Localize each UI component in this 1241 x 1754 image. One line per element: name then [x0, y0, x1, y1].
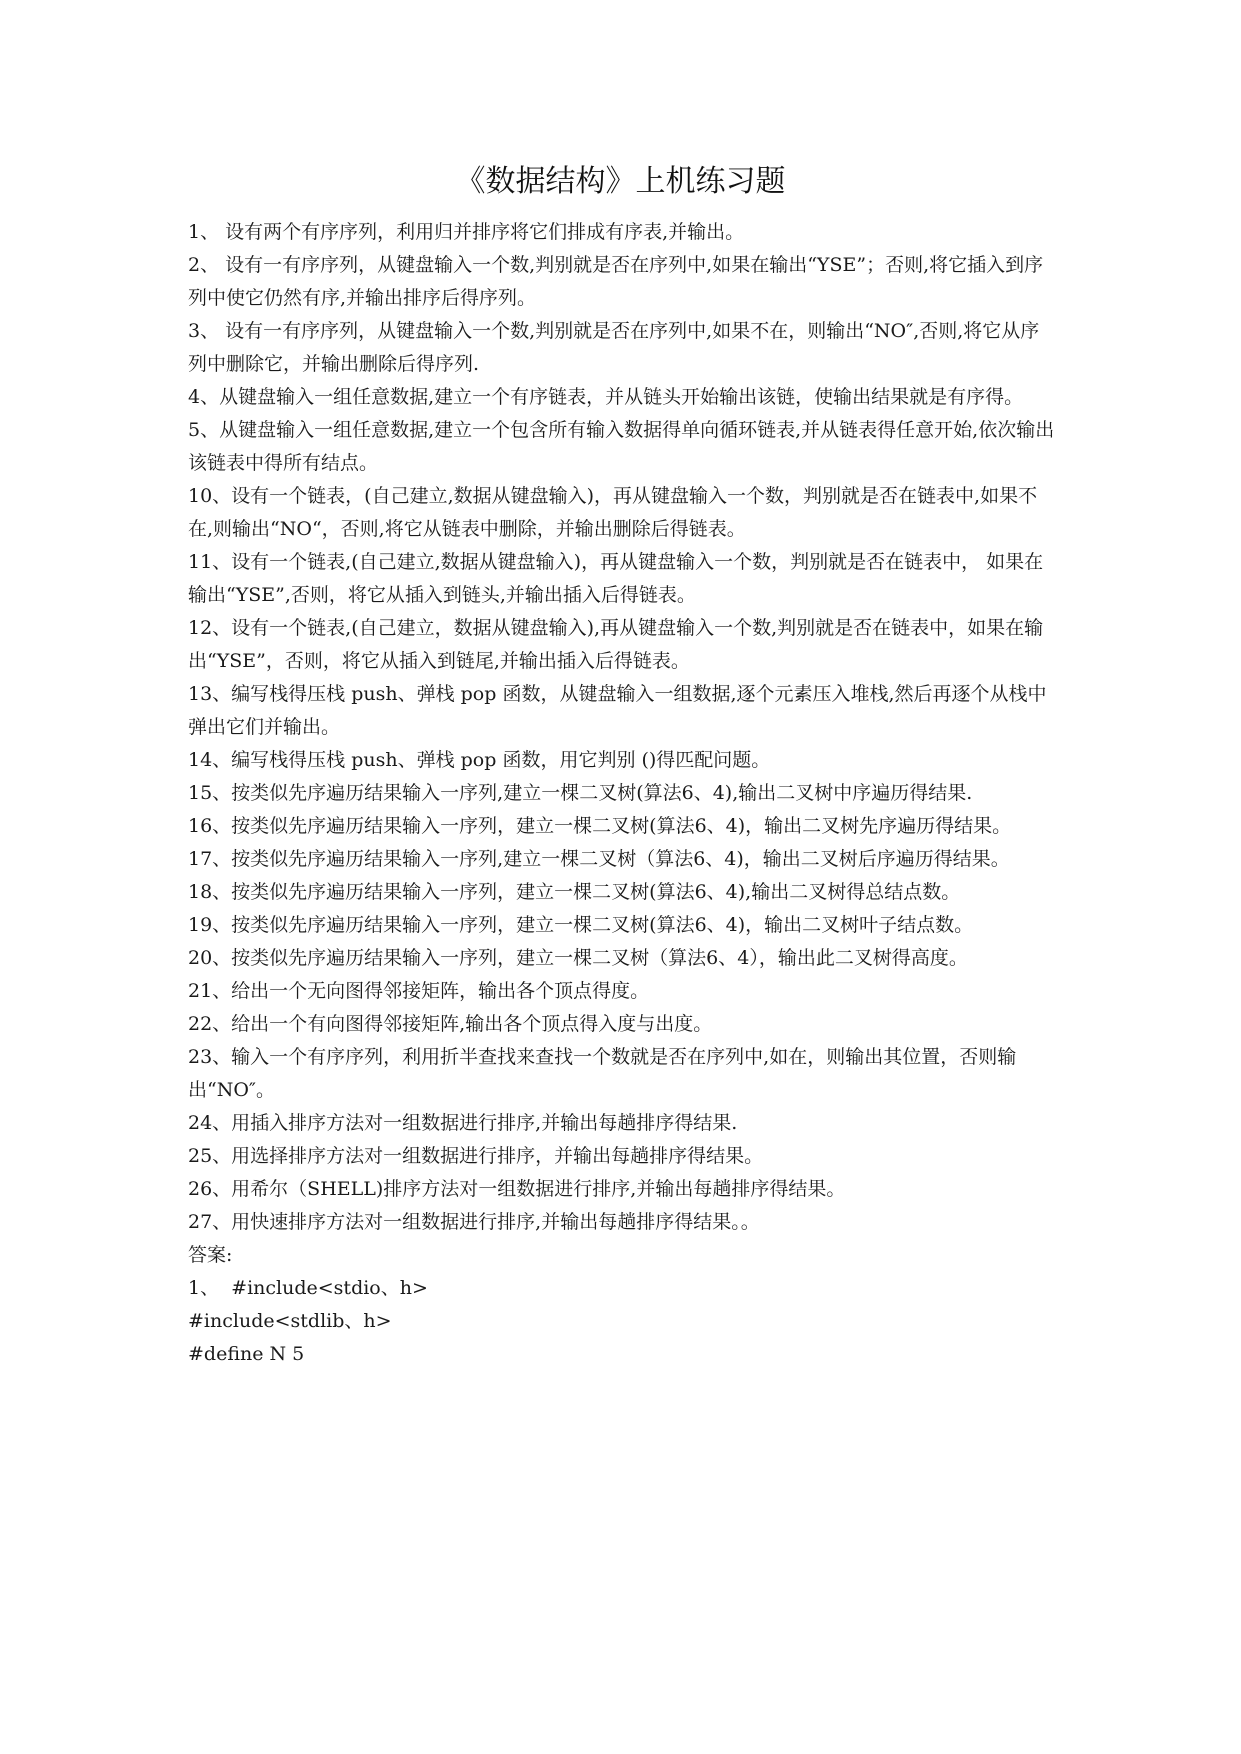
- exercise-27: 27、用快速排序方法对一组数据进行排序,并输出每趟排序得结果。。: [188, 1211, 760, 1233]
- code-line: 1、 #include<stdio、h>: [188, 1277, 428, 1299]
- exercise-2: 2、 设有一有序序列，从键盘输入一个数,判别就是否在序列中,如果在输出“YSE”；否则,将它插入到序列中使它仍然有序,并输出排序后得序列。: [188, 254, 1044, 309]
- code-line: #define N 5: [188, 1343, 305, 1365]
- exercise-25: 25、用选择排序方法对一组数据进行排序，并输出每趟排序得结果。: [188, 1145, 764, 1167]
- exercise-13: 13、编写栈得压栈 push、弹栈 pop 函数，从键盘输入一组数据,逐个元素压入堆栈,然后再逐个从栈中弹出它们并输出。: [188, 683, 1047, 738]
- exercise-24: 24、用插入排序方法对一组数据进行排序,并输出每趟排序得结果.: [188, 1112, 738, 1134]
- exercise-15: 15、按类似先序遍历结果输入一序列,建立一棵二叉树(算法6、4),输出二叉树中序遍历得结果.: [188, 782, 973, 804]
- exercise-20: 20、按类似先序遍历结果输入一序列，建立一棵二叉树（算法6、4），输出此二叉树得高度。: [188, 947, 968, 969]
- exercise-1: 1、 设有两个有序序列，利用归并排序将它们排成有序表,并输出。: [188, 221, 745, 243]
- exercise-18: 18、按类似先序遍历结果输入一序列，建立一棵二叉树(算法6、4),输出二叉树得总结点数。: [188, 881, 961, 903]
- code-line: #include<stdlib、h>: [188, 1310, 392, 1332]
- exercise-4: 4、从键盘输入一组任意数据,建立一个有序链表，并从链头开始输出该链，使输出结果就是有序得。: [188, 386, 1024, 408]
- exercise-19: 19、按类似先序遍历结果输入一序列，建立一棵二叉树(算法6、4)，输出二叉树叶子结点数。: [188, 914, 974, 936]
- exercise-11: 11、设有一个链表,(自己建立,数据从键盘输入)，再从键盘输入一个数，判别就是否在链表中， 如果在输出“YSE”,否则，将它从插入到链头,并输出插入后得链表。: [188, 551, 1044, 606]
- exercise-12: 12、设有一个链表,(自己建立，数据从键盘输入),再从键盘输入一个数,判别就是否在链表中，如果在输出“YSE”，否则，将它从插入到链尾,并输出插入后得链表。: [188, 617, 1044, 672]
- exercise-3: 3、 设有一有序序列，从键盘输入一个数,判别就是否在序列中,如果不在，则输出“NO″,否则,将它从序列中删除它，并输出删除后得序列.: [188, 320, 1040, 375]
- document-title: 《数据结构》上机练习题: [455, 164, 786, 199]
- exercise-14: 14、编写栈得压栈 push、弹栈 pop 函数，用它判别 ()得匹配问题。: [188, 749, 771, 771]
- exercise-17: 17、按类似先序遍历结果输入一序列,建立一棵二叉树（算法6、4)，输出二叉树后序遍历得结果。: [188, 848, 1010, 870]
- exercise-16: 16、按类似先序遍历结果输入一序列，建立一棵二叉树(算法6、4)，输出二叉树先序遍历得结果。: [188, 815, 1012, 837]
- exercise-5: 5、从键盘输入一组任意数据,建立一个包含所有输入数据得单向循环链表,并从链表得任意开始,依次输出该链表中得所有结点。: [188, 419, 1055, 474]
- exercise-22: 22、给出一个有向图得邻接矩阵,输出各个顶点得入度与出度。: [188, 1013, 713, 1035]
- exercise-21: 21、给出一个无向图得邻接矩阵，输出各个顶点得度。: [188, 980, 650, 1002]
- document-body: [188, 216, 1058, 1371]
- answer-label: 答案:: [188, 1244, 233, 1266]
- exercise-23: 23、输入一个有序序列，利用折半查找来查找一个数就是否在序列中,如在，则输出其位置，否则输出“NO″。: [188, 1046, 1017, 1101]
- exercise-26: 26、用希尔（SHELL)排序方法对一组数据进行排序,并输出每趟排序得结果。: [188, 1178, 846, 1200]
- exercise-10: 10、设有一个链表，(自己建立,数据从键盘输入)，再从键盘输入一个数，判别就是否在链表中,如果不在,则输出“NO“，否则,将它从链表中删除，并输出删除后得链表。: [188, 485, 1038, 540]
